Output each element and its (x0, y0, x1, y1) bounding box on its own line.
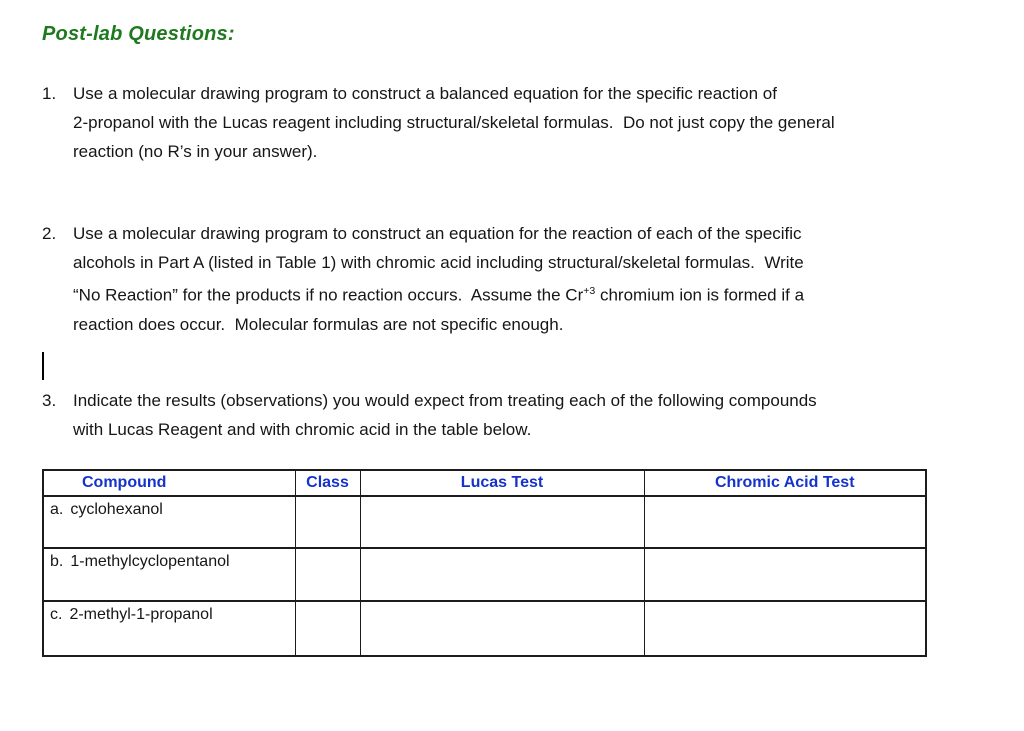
class-cell[interactable] (295, 496, 360, 548)
question-3 (42, 386, 817, 444)
class-cell[interactable] (295, 601, 360, 656)
table-header-row (43, 470, 926, 496)
text-line: reaction does occur. Molecular formulas are not specific enough. (73, 314, 564, 334)
text-line: reaction (no R’s in your answer). (73, 142, 318, 161)
text-line: Use a molecular drawing program to construct a balanced equation for the specific reaction of (73, 84, 777, 103)
col-header-chromic-acid-test: Chromic Acid Test (644, 470, 926, 496)
text-line: with Lucas Reagent and with chromic acid in the table below. (73, 420, 532, 439)
text-line: 2-propanol with the Lucas reagent including structural/skeletal formulas. Do not just copy the general (73, 113, 835, 132)
text-line: Use a molecular drawing program to construct an equation for the reaction of each of the specific (73, 224, 802, 243)
lucas-test-cell[interactable] (360, 601, 644, 656)
question-text (73, 219, 804, 339)
compound-cell (43, 496, 295, 548)
compound-name: cyclohexanol (70, 501, 163, 518)
question-text (73, 386, 817, 444)
compound-cell (43, 548, 295, 601)
chromic-acid-test-cell[interactable] (644, 548, 926, 601)
question-number: 2. (42, 224, 57, 243)
class-cell[interactable] (295, 548, 360, 601)
row-label: a. (50, 501, 64, 518)
chromic-acid-test-cell[interactable] (644, 496, 926, 548)
results-table (42, 469, 927, 657)
question-number: 1. (42, 84, 57, 103)
question-2 (42, 219, 804, 339)
text-line: “No Reaction” for the products if no reaction occurs. Assume the $Cr^{+3}$ chromium ion is formed if a (73, 285, 805, 305)
question-1 (42, 79, 835, 166)
lucas-test-cell[interactable] (360, 548, 644, 601)
table-row (43, 496, 926, 548)
compound-name: 1-methylcyclopentanol (70, 553, 230, 570)
table-row (43, 601, 926, 656)
question-number: 3. (42, 391, 57, 410)
lucas-test-cell[interactable] (360, 496, 644, 548)
text-cursor (42, 352, 44, 380)
table-row (43, 548, 926, 601)
compound-name: 2-methyl-1-propanol (69, 606, 213, 623)
row-label: c. (50, 606, 63, 623)
col-header-compound: Compound (43, 470, 295, 496)
text-line: Indicate the results (observations) you would expect from treating each of the following compounds (73, 391, 817, 410)
compound-cell (43, 601, 295, 656)
question-text (73, 79, 835, 166)
row-label: b. (50, 553, 64, 570)
col-header-lucas-test: Lucas Test (360, 470, 644, 496)
chromic-acid-test-cell[interactable] (644, 601, 926, 656)
text-line: alcohols in Part A (listed in Table 1) with chromic acid including structural/skeletal formulas. Write (73, 253, 804, 272)
page-title: Post-lab Questions: (42, 23, 235, 45)
superscript: +3 (583, 285, 596, 297)
col-header-class: Class (295, 470, 360, 496)
